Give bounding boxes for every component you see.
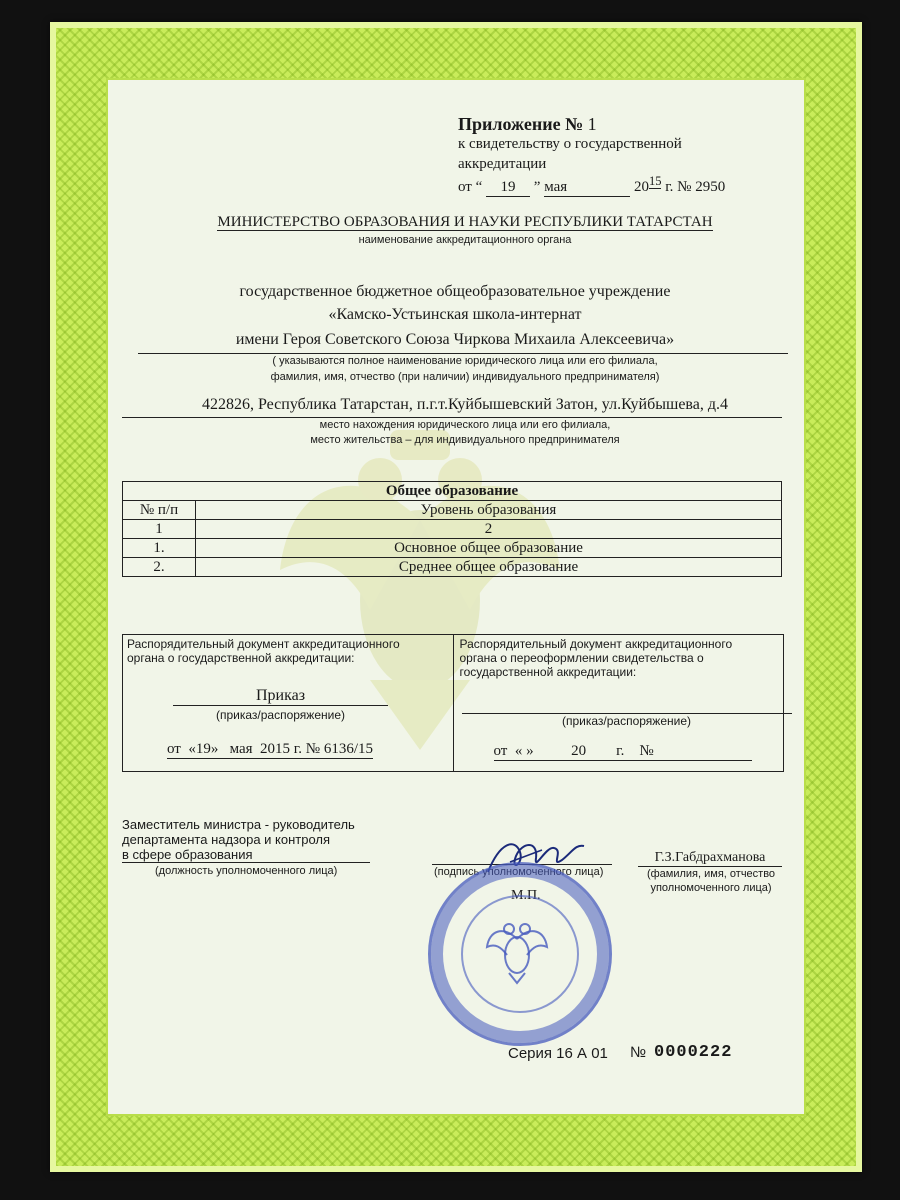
date-year-g: г. № — [665, 179, 692, 195]
authority-caption: наименование аккредитационного органа — [358, 234, 572, 246]
institution-line1: государственное бюджетное общеобразовательное учреждение — [239, 283, 671, 300]
row-number: 1 — [123, 520, 196, 539]
right-head3: государственной аккредитации: — [459, 665, 637, 679]
date-day-close: ” — [533, 179, 541, 195]
col-header-level: Уровень образования — [196, 501, 782, 520]
serial-number: 0000222 — [654, 1043, 733, 1062]
seal-eagle-icon — [481, 915, 553, 987]
date-month: мая — [544, 179, 630, 197]
serial-no-label: № — [630, 1044, 647, 1061]
orders-box — [122, 634, 784, 772]
institution-caption1: ( указываются полное наименование юридического лица или его филиала, — [272, 355, 658, 367]
address-text: 422826, Республика Татарстан, п.г.т.Куйбышевский Затон, ул.Куйбышева, д.4 — [201, 396, 729, 413]
table-row — [123, 520, 782, 539]
right-order-caption: (приказ/распоряжение) — [561, 714, 692, 728]
right-head2: органа о переоформлении свидетельства о — [459, 651, 704, 665]
appendix-number: 1 — [587, 114, 597, 134]
signature-caption: (подпись уполномоченного лица) — [434, 866, 604, 878]
institution-line2: «Камско-Устьинская школа-интернат — [328, 306, 582, 323]
appendix-line1: к свидетельству о государственной — [458, 136, 682, 152]
left-order-date: от «19» мая 2015 г. № 6136/15 — [167, 741, 373, 757]
row-number: 1. — [123, 539, 196, 558]
position-line1: Заместитель министра - руководитель — [122, 817, 355, 832]
table-row — [123, 539, 782, 558]
name-caption2: уполномоченного лица) — [650, 882, 772, 894]
left-order-type: Приказ — [173, 687, 388, 706]
appendix-title — [458, 114, 597, 135]
institution-caption2: фамилия, имя, отчество (при наличии) индивидуального предпринимателя) — [270, 371, 660, 383]
address-caption2: место жительства – для индивидуального предпринимателя — [310, 434, 620, 446]
address-caption1: место нахождения юридического лица или его филиала, — [319, 419, 611, 431]
position-line2: департамента надзора и контроля — [122, 832, 331, 847]
col-header-number: № п/п — [123, 501, 196, 520]
table-title: Общее образование — [123, 482, 782, 501]
date-prefix: от “ — [458, 179, 483, 195]
official-seal — [428, 862, 612, 1046]
accreditation-order-cell — [123, 635, 453, 771]
appendix-doc-number: 2950 — [695, 179, 726, 195]
date-year-suffix: 15 — [648, 174, 662, 188]
institution-underline — [138, 353, 788, 354]
left-head2: органа о государственной аккредитации: — [127, 651, 355, 665]
row-level: Основное общее образование — [196, 539, 782, 558]
row-number: 2. — [123, 558, 196, 577]
appendix-line2: аккредитации — [458, 156, 547, 172]
authority-name-wrap — [120, 214, 810, 231]
date-year-prefix: 20 — [633, 179, 649, 195]
signatory-name: Г.З.Габдрахманова — [638, 850, 782, 867]
education-levels-table — [122, 481, 782, 577]
row-level: Среднее общее образование — [196, 558, 782, 577]
appendix-label: Приложение № — [458, 114, 584, 134]
row-level: 2 — [196, 520, 782, 539]
institution-line3: имени Героя Советского Союза Чиркова Михаила Алексеевича» — [235, 331, 675, 348]
authority-name: МИНИСТЕРСТВО ОБРАЗОВАНИЯ И НАУКИ РЕСПУБЛИКИ ТАТАРСТАН — [217, 214, 713, 230]
reissue-order-cell — [453, 635, 784, 771]
address-underline — [122, 417, 782, 418]
appendix-date-line — [458, 174, 725, 197]
right-order-date: от « » 20 г. № — [494, 743, 752, 761]
name-caption1: (фамилия, имя, отчество — [646, 868, 776, 880]
seal-place-label: М.П. — [511, 888, 541, 903]
table-row — [123, 558, 782, 577]
left-head1: Распорядительный документ аккредитационного — [127, 637, 400, 651]
date-day: 19 — [486, 179, 530, 197]
serial-series: Серия 16 А 01 — [508, 1045, 608, 1062]
right-head1: Распорядительный документ аккредитационного — [459, 637, 733, 651]
position-caption: (должность уполномоченного лица) — [155, 865, 338, 877]
left-order-caption: (приказ/распоряжение) — [215, 708, 346, 722]
position-line3: в сфере образования — [122, 847, 370, 863]
